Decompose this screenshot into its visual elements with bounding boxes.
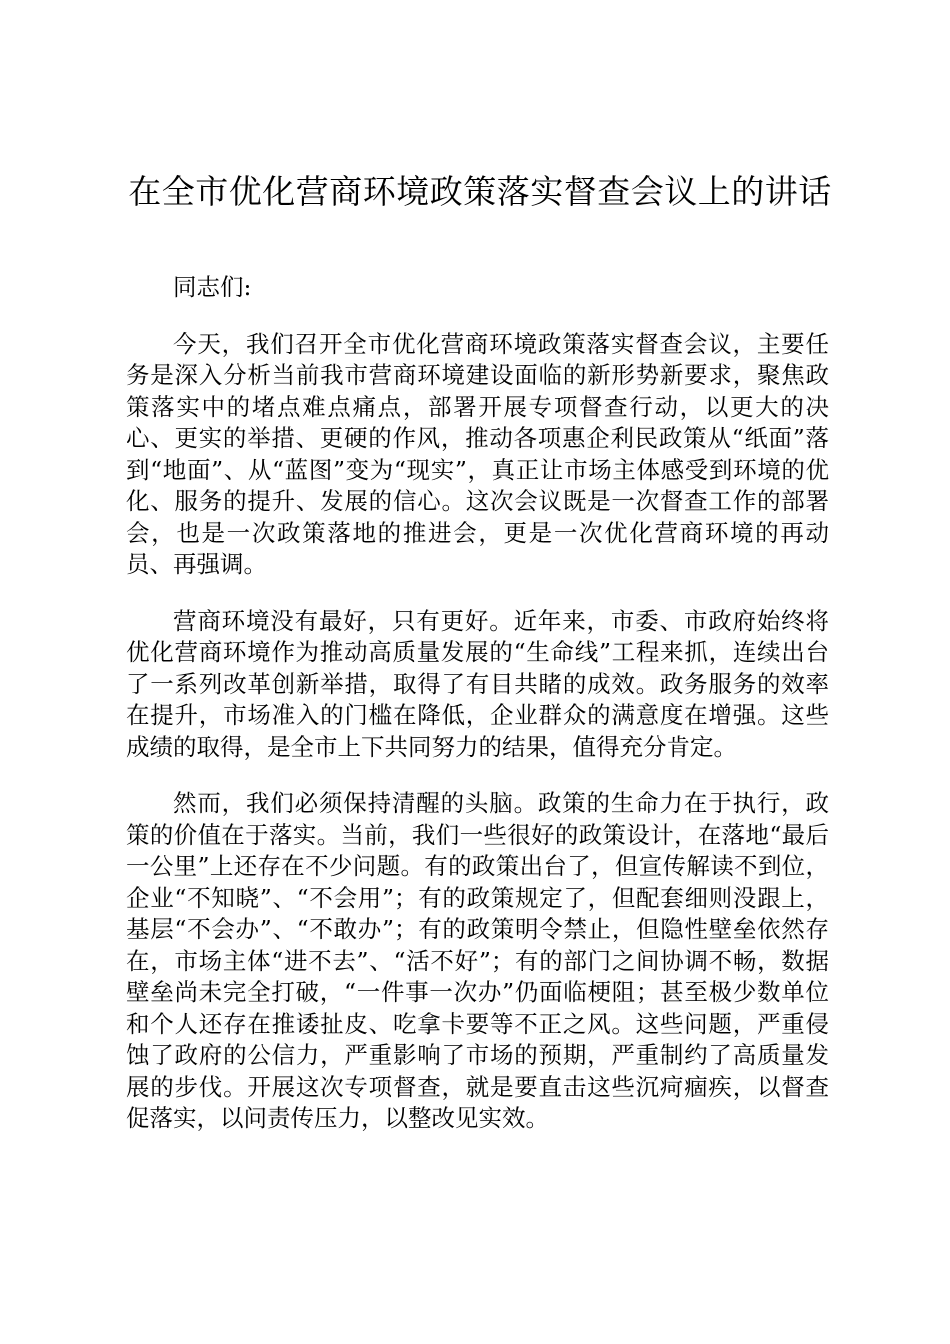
paragraph-1: 今天，我们召开全市优化营商环境政策落实督查会议，主要任务是深入分析当前我市营商环境建设面临的新形势新要求，聚焦政策落实中的堵点难点痛点，部署开展专项督查行动，以更大的决心、更实的举措、更硬的作风，推动各项惠企利民政策从“纸面”落到“地面”、从“蓝图”变为“现实”，真正让市场主体感受到环境的优化、服务的提升、发展的信心。这次会议既是一次督查工作的部署会，也是一次政策落地的推进会，更是一次优化营商环境的再动员、再强调。 <box>126 329 829 578</box>
paragraph-3: 然而，我们必须保持清醒的头脑。政策的生命力在于执行，政策的价值在于落实。当前，我们一些很好的政策设计，在落地“最后一公里”上还存在不少问题。有的政策出台了，但宣传解读不到位，企业“不知晓”、“不会用”；有的政策规定了，但配套细则没跟上，基层“不会办”、“不敢办”；有的政策明令禁止，但隐性壁垒依然存在，市场主体“进不去”、“活不好”；有的部门之间协调不畅，数据壁垒尚未完全打破，“一件事一次办”仍面临梗阻；甚至极少数单位和个人还存在推诿扯皮、吃拿卡要等不正之风。这些问题，严重侵蚀了政府的公信力，严重影响了市场的预期，严重制约了高质量发展的步伐。开展这次专项督查，就是要直击这些沉疴痼疾，以督查促落实，以问责传压力，以整改见实效。 <box>126 789 829 1132</box>
salutation: 同志们: <box>173 273 252 301</box>
document-body <box>126 272 829 1160</box>
document-title: 在全市优化营商环境政策落实督查会议上的讲话 <box>128 172 832 211</box>
paragraph-2: 营商环境没有最好，只有更好。近年来，市委、市政府始终将优化营商环境作为推动高质量发展的“生命线”工程来抓，连续出台了一系列改革创新举措，取得了有目共睹的成效。政务服务的效率在提升，市场准入的门槛在降低，企业群众的满意度在增强。这些成绩的取得，是全市上下共同努力的结果，值得充分肯定。 <box>126 606 829 761</box>
